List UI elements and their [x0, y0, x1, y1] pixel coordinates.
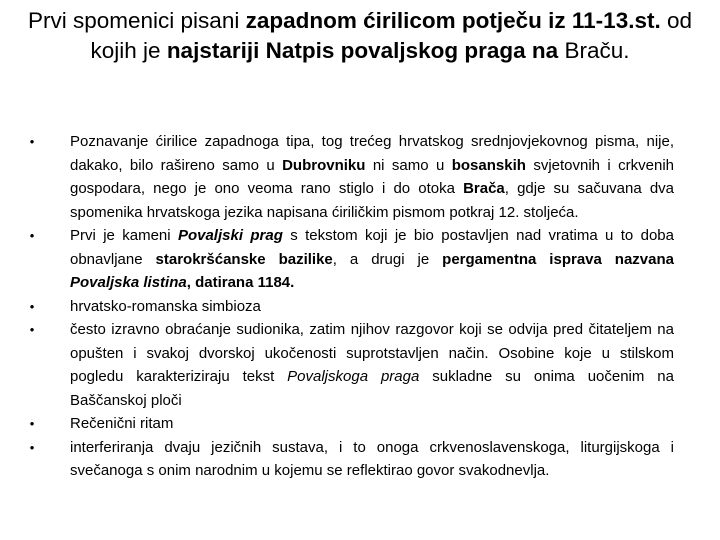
bullet-icon: •	[29, 228, 35, 243]
item-emphasis: starokršćanske bazilike	[155, 250, 333, 268]
bullet-icon: •	[29, 298, 35, 314]
item-text: , a drugi je	[332, 250, 443, 268]
bullet-icon: •	[29, 322, 35, 337]
item-emphasis: Brača	[463, 180, 505, 197]
item-emphasis: Povaljska listina	[70, 274, 187, 291]
item-emphasis: bosanskih	[451, 156, 526, 174]
item-text: Rečenični ritam	[70, 415, 174, 432]
item-text: sukladne su onima uočenim na Baščanskoj ploči	[70, 368, 674, 409]
title-text: od kojih je	[90, 8, 692, 63]
item-text: interferiranja dvaju jezičnih sustava, i to onoga crkvenoslavenskoga, liturgijskoga i svečanoga s onim narodnim u kojemu se reflektirao govor svakodnevlja.	[70, 438, 674, 479]
title-emphasis: najstariji Natpis povaljskog praga na	[166, 38, 559, 63]
item-text: svjetovnih i crkvenih gospodara, nego je ono veoma rano stiglo i do otoka	[70, 156, 675, 197]
list-item	[22, 318, 674, 412]
title-text: Prvi spomenici pisani	[28, 8, 246, 33]
item-emphasis: pergamentna isprava nazvana	[442, 250, 674, 268]
slide-title	[24, 6, 696, 66]
item-text: ni samo u	[365, 156, 452, 174]
item-emphasis: Povaljskoga praga	[287, 368, 420, 385]
bullet-icon: •	[29, 439, 35, 455]
list-item	[22, 412, 674, 436]
bullet-icon: •	[29, 416, 35, 431]
list-item	[22, 130, 674, 224]
bullet-list	[22, 130, 674, 483]
bullet-icon: •	[29, 134, 35, 149]
item-text: s tekstom koji je bio postavljen nad vratima u to doba obnavljane	[70, 227, 674, 268]
list-item	[22, 436, 674, 483]
list-item	[22, 295, 674, 319]
item-emphasis: Povaljski prag	[177, 227, 283, 244]
item-text: , gdje su sačuvana dva spomenika hrvatskoga jezika napisana ćiriličkim pismom potkraj 12. stoljeća.	[70, 180, 675, 221]
item-text: hrvatsko-romanska simbioza	[70, 297, 261, 315]
item-text: Prvi je kameni	[70, 227, 178, 244]
title-emphasis: zapadnom ćirilicom potječu iz 11-13.st.	[245, 8, 661, 33]
item-text: često izravno obraćanje sudionika, zatim njihov razgovor koji se odvija pred čitateljem na opušten i svakoj dvorskoj ukočenosti suprotstavljen način. Osobine koje u stilskom pogledu karakteriziraju tekst	[70, 321, 674, 385]
item-emphasis: Dubrovniku	[282, 156, 366, 174]
item-emphasis: , datirana 1184.	[186, 274, 295, 291]
list-item	[22, 224, 674, 295]
title-text: Braču.	[558, 38, 630, 63]
item-text: Poznavanje ćirilice zapadnoga tipa, tog trećeg hrvatskog srednjovjekovnog pisma, nije, dakako, bilo rašireno samo u	[70, 133, 674, 174]
